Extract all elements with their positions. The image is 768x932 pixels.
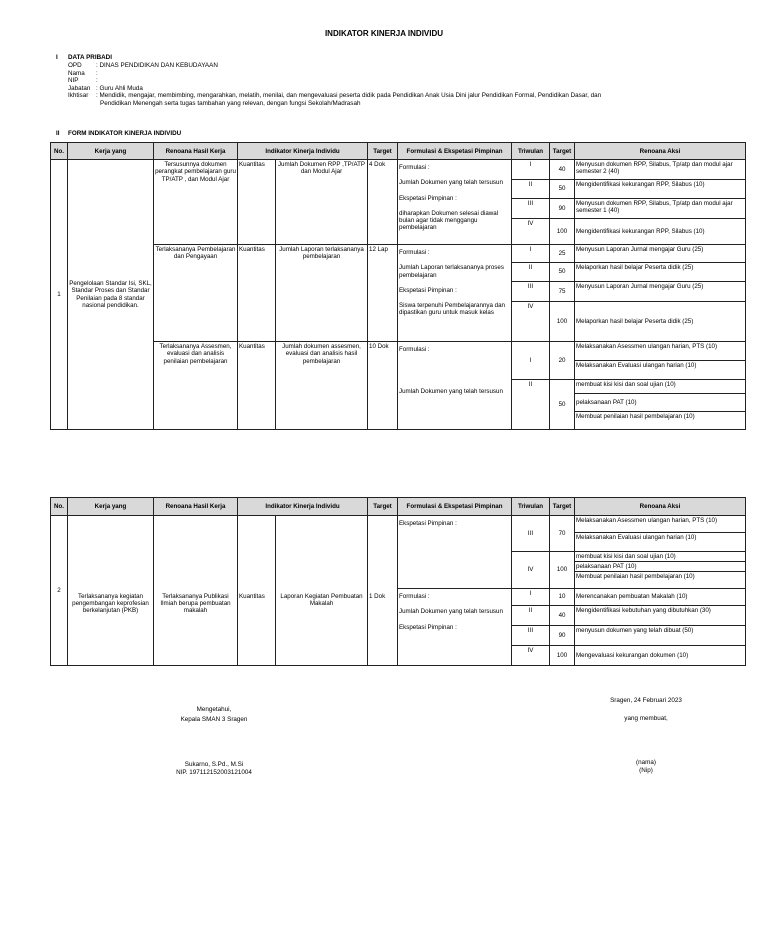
col-target2: Target xyxy=(550,143,575,160)
sig-right-name: (nama) xyxy=(636,759,656,766)
col-aksi: Renoana Aksi xyxy=(575,498,746,516)
triwulan-cell: II xyxy=(512,606,550,626)
iki-text: Jumlah Dokumen RPP ,TP/ATP dan Modul Ajar xyxy=(276,160,368,245)
col-kerja: Kerja yang xyxy=(68,498,154,516)
aksi-cell: membuat kisi kisi dan soal ujian (10) pelaksanaan PAT (10) Membuat penilaian hasil pembelajaran (10) xyxy=(575,380,746,430)
rhk-text: Tersusunnya dokumen perangkat pembelajaran guru TP/ATP , dan Modul Ajar xyxy=(154,160,238,245)
target-cell: 100 xyxy=(550,552,575,589)
iki-text: Laporan Kegiatan Pembuatan Makalah xyxy=(276,589,368,666)
target-cell: 50 xyxy=(550,380,575,430)
section1-number: I xyxy=(56,54,58,61)
col-triwulan: Triwulan xyxy=(512,498,550,516)
target-cell: 50 xyxy=(550,180,575,199)
triwulan-cell: I xyxy=(512,342,550,380)
col-no: No. xyxy=(51,143,68,160)
col-iki: Indikator Kinerja Individu xyxy=(238,498,368,516)
aksi-cell: Melaporkan hasil belajar Peserta didik (25) xyxy=(575,302,746,342)
iki-text: Jumlah Laporan terlaksananya pembelajaran xyxy=(276,245,368,342)
rhk-text: Terlaksananya Publikasi Ilmiah berupa pembuatan makalah xyxy=(154,589,238,666)
row-number: 2 xyxy=(51,516,68,666)
table-header-row xyxy=(51,143,746,160)
jenis-empty xyxy=(238,516,276,589)
col-target: Target xyxy=(368,498,398,516)
triwulan-cell: III xyxy=(512,516,550,552)
formulasi-cell: Formulasi : Jumlah Dokumen yang telah tersusun Ekspetasi Pimpinan : diharapkan Dokumen selesai diawal bulan agar tidak menggangu pembelajaran xyxy=(398,160,512,245)
triwulan-cell: I xyxy=(512,160,550,180)
section2-number: II xyxy=(56,130,60,137)
formulasi-cell: Ekspetasi Pimpinan : xyxy=(398,516,512,589)
sig-right-title: yang membuat, xyxy=(624,715,668,722)
iki-text: Jumlah dokumen assesmen, evaluasi dan analisis hasil pembelajaran xyxy=(276,342,368,430)
rhk-text: Terlaksananya Assesmen, evaluasi dan analisis penilaian pembelajaran xyxy=(154,342,238,430)
formulasi-cell: Formulasi : Jumlah Laporan terlaksananya proses pembelajaran Ekspetasi Pimpinan : Siswa terpenuhi Pembelajarannya dan dipastikan guru untuk masuk kelas xyxy=(398,245,512,342)
jenis-text: Kuantitas xyxy=(238,342,276,430)
triwulan-cell: I xyxy=(512,589,550,606)
opd-row: OPD : DINAS PENDIDIKAN DAN KEBUDAYAAN xyxy=(68,62,218,69)
table-row xyxy=(51,516,746,552)
sig-left-name: Sukarno, S.Pd., M.Si xyxy=(184,761,244,768)
aksi-cell: Mengidentifikasi kebutuhan yang dibutuhkan (30) xyxy=(575,606,746,626)
target-empty xyxy=(368,516,398,589)
target-text: 12 Lap xyxy=(368,245,398,342)
aksi-cell: menyusun dokumen yang telah dibuat (50) xyxy=(575,626,746,646)
aksi-cell: membuat kisi kisi dan soal ujian (10) pelaksanaan PAT (10) Membuat penilaian hasil pembelajaran (10) xyxy=(575,552,746,589)
triwulan-cell: IV xyxy=(512,646,550,666)
iki-table-1 xyxy=(50,142,746,430)
target-cell: 25 xyxy=(550,245,575,263)
kerja-text: Pengelolaan Standar Isi, SKL, Standar Proses dan Standar Penilaian pada 8 standar nasional pendidikan. xyxy=(68,160,154,430)
sig-left-line1: Mengetahui, xyxy=(196,706,232,713)
aksi-cell: Menyusun Laporan Jurnal mengajar Guru (25) xyxy=(575,245,746,263)
triwulan-cell: III xyxy=(512,626,550,646)
target-text: 1 Dok xyxy=(368,589,398,666)
sig-left-nip: NIP. 197112152003121004 xyxy=(176,769,252,776)
aksi-cell: Melaksanakan Asessmen ulangan harian, PTS (10) Melaksanakan Evaluasi ulangan harian (10) xyxy=(575,342,746,380)
target-cell: 50 xyxy=(550,263,575,282)
table-row xyxy=(51,342,746,380)
table-row xyxy=(51,245,746,263)
aksi-cell: Menyusun Laporan Jurnal mengajar Guru (25) xyxy=(575,282,746,302)
ikhtisar-row-cont: Pendidikan Menengah serta tugas tambahan yang relevan, dengan fungsi Sekolah/Madrasah xyxy=(100,99,361,107)
formulasi-cell: Formulasi : Jumlah Dokumen yang telah tersusun Ekspetasi Pimpinan : xyxy=(398,589,512,666)
aksi-cell: Menyusun dokumen RPP, Silabus, Tp/atp dan modul ajar semester 2 (40) xyxy=(575,160,746,180)
triwulan-cell: III xyxy=(512,282,550,302)
aksi-cell: Melaporkan hasil belajar Peserta didik (25) xyxy=(575,263,746,282)
aksi-cell: Merencanakan pembuatan Makalah (10) xyxy=(575,589,746,606)
nip-row: NIP : xyxy=(68,77,98,85)
sig-right-date: Sragen, 24 Februari 2023 xyxy=(610,697,682,704)
table-header-row xyxy=(51,498,746,516)
triwulan-cell: II xyxy=(512,263,550,282)
row-number: 1 xyxy=(51,160,68,430)
col-rhk: Renoana Hasil Kerja xyxy=(154,498,238,516)
aksi-cell: Melaksanakan Asessmen ulangan harian, PTS (10) Melaksanakan Evaluasi ulangan harian (10) xyxy=(575,516,746,552)
triwulan-cell: III xyxy=(512,199,550,219)
signature-left xyxy=(150,706,278,776)
col-target: Target xyxy=(368,143,398,160)
target-text: 10 Dok xyxy=(368,342,398,430)
page-title: INDIKATOR KINERJA INDIVIDU xyxy=(324,29,444,38)
triwulan-cell: IV xyxy=(512,219,550,245)
target-cell: 100 xyxy=(550,302,575,342)
rhk-text: Terlaksananya Pembelajaran dan Pengayaan xyxy=(154,245,238,342)
aksi-cell: Mengidentifikasi kekurangan RPP, Silabus (10) xyxy=(575,180,746,199)
col-formulasi: Formulasi & Ekspetasi Pimpinan xyxy=(398,143,512,160)
triwulan-cell: I xyxy=(512,245,550,263)
jabatan-row: Jabatan : Guru Ahli Muda xyxy=(68,84,143,92)
target-cell: 100 xyxy=(550,646,575,666)
iki-table-2 xyxy=(50,497,746,666)
sig-left-title: Kepala SMAN 3 Sragen xyxy=(180,716,248,723)
aksi-cell: Mengevaluasi kekurangan dokumen (10) xyxy=(575,646,746,666)
target-cell: 70 xyxy=(550,516,575,552)
nama-row: Nama : xyxy=(68,69,98,77)
col-rhk: Renoana Hasil Kerja xyxy=(154,143,238,160)
jenis-text: Kuantitas xyxy=(238,245,276,342)
target-cell: 40 xyxy=(550,606,575,626)
triwulan-cell: II xyxy=(512,380,550,430)
triwulan-cell: II xyxy=(512,180,550,199)
col-aksi: Renoana Aksi xyxy=(575,143,746,160)
aksi-cell: Menyusun dokumen RPP, Silabus, Tp/atp dan modul ajar semester 1 (40) xyxy=(575,199,746,219)
iki-empty xyxy=(276,516,368,589)
aksi-cell: Mengidentifikasi kekurangan RPP, Silabus (10) xyxy=(575,219,746,245)
target-cell: 90 xyxy=(550,199,575,219)
target-cell: 10 xyxy=(550,589,575,606)
section2-heading: FORM INDIKATOR KINERJA INDIVIDU xyxy=(68,130,182,137)
target-cell: 100 xyxy=(550,219,575,245)
col-triwulan: Triwulan xyxy=(512,143,550,160)
target-cell: 40 xyxy=(550,160,575,180)
sig-right-nip: (Nip) xyxy=(639,767,653,774)
target-cell: 20 xyxy=(550,342,575,380)
table-row xyxy=(51,589,746,606)
triwulan-cell: IV xyxy=(512,302,550,342)
col-formulasi: Formulasi & Ekspetasi Pimpinan xyxy=(398,498,512,516)
target-text: 4 Dok xyxy=(368,160,398,245)
rhk-empty xyxy=(154,516,238,589)
col-iki: Indikator Kinerja Individu xyxy=(238,143,368,160)
ikhtisar-row: Ikhtisar : Mendidik, mengajar, membimbing, mengarahkan, melatih, menilai, dan mengevaluasi peserta didik pada Pendidikan Anak Usia Dini jalur Pendidikan Formal, Pendidikan Dasar, dan xyxy=(68,92,602,100)
col-kerja: Kerja yang xyxy=(68,143,154,160)
col-target2: Target xyxy=(550,498,575,516)
jenis-text: Kuantitas xyxy=(238,589,276,666)
target-cell: 75 xyxy=(550,282,575,302)
kerja-text: Terlaksananya kegiatan pengembangan keprofesian berkelanjutan (PKB) xyxy=(68,589,154,666)
data-pribadi xyxy=(68,62,718,108)
formulasi-cell: Formulasi : Jumlah Dokumen yang telah tersusun xyxy=(398,342,512,430)
col-no: No. xyxy=(51,498,68,516)
table-row xyxy=(51,160,746,180)
jenis-text: Kuantitas xyxy=(238,160,276,245)
triwulan-cell: IV xyxy=(512,552,550,589)
kerja-empty xyxy=(68,516,154,589)
section1-heading: DATA PRIBADI xyxy=(68,54,112,61)
signature-right xyxy=(586,697,706,774)
target-cell: 90 xyxy=(550,626,575,646)
